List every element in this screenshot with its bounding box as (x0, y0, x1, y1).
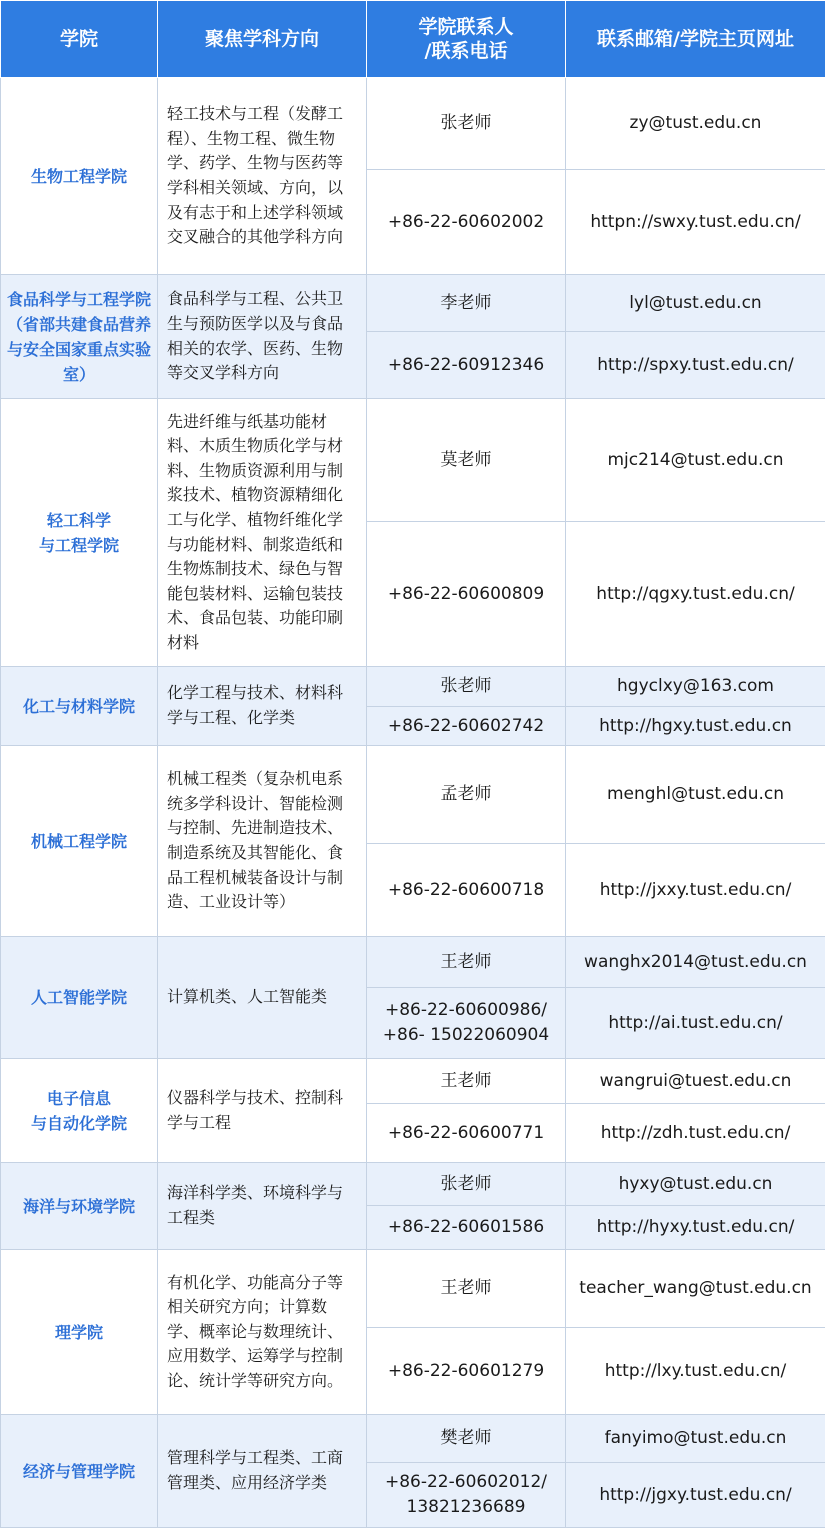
email-link[interactable]: wangrui@tuest.edu.cn (566, 1059, 825, 1104)
contact-person: 王老师 (367, 1250, 566, 1328)
college-name: 海洋与环境学院 (1, 1163, 158, 1250)
homepage-link[interactable]: http://lxy.tust.edu.cn/ (566, 1328, 825, 1415)
focus-areas: 有机化学、功能高分子等相关研究方向；计算数学、概率论与数理统计、应用数学、运筹学与控制论、统计学等研究方向。 (158, 1250, 367, 1415)
email-link[interactable]: teacher_wang@tust.edu.cn (566, 1250, 825, 1328)
header-contact: 学院联系人 /联系电话 (367, 1, 566, 78)
college-name: 机械工程学院 (1, 746, 158, 937)
contact-phone: +86-22-60912346 (367, 332, 566, 399)
header-links: 联系邮箱/学院主页网址 (566, 1, 825, 78)
homepage-link[interactable]: httpn://swxy.tust.edu.cn/ (566, 170, 825, 275)
homepage-link[interactable]: http://zdh.tust.edu.cn/ (566, 1104, 825, 1163)
email-link[interactable]: hyxy@tust.edu.cn (566, 1163, 825, 1206)
table-row (1, 275, 825, 332)
focus-areas: 管理科学与工程类、工商管理类、应用经济学类 (158, 1415, 367, 1528)
homepage-link[interactable]: http://spxy.tust.edu.cn/ (566, 332, 825, 399)
table-row (1, 1059, 825, 1104)
table-row (1, 399, 825, 522)
contact-phone: +86-22-60602742 (367, 707, 566, 746)
header-row (1, 1, 825, 78)
contact-phone: +86-22-60602002 (367, 170, 566, 275)
contact-phone: +86-22-60600809 (367, 522, 566, 667)
email-link[interactable]: lyl@tust.edu.cn (566, 275, 825, 332)
contact-person: 张老师 (367, 1163, 566, 1206)
header-college: 学院 (1, 1, 158, 78)
table-row (1, 937, 825, 988)
contact-person: 樊老师 (367, 1415, 566, 1463)
email-link[interactable]: zy@tust.edu.cn (566, 78, 825, 170)
contact-phone: +86-22-60600771 (367, 1104, 566, 1163)
homepage-link[interactable]: http://jgxy.tust.edu.cn/ (566, 1463, 825, 1528)
contact-person: 孟老师 (367, 746, 566, 844)
college-name: 生物工程学院 (1, 78, 158, 275)
focus-areas: 轻工技术与工程（发酵工程）、生物工程、微生物学、药学、生物与医药等学科相关领域、方向，以及有志于和上述学科领域交叉融合的其他学科方向 (158, 78, 367, 275)
focus-areas: 机械工程类（复杂机电系统多学科设计、智能检测与控制、先进制造技术、制造系统及其智能化、食品工程机械装备设计与制造、工业设计等） (158, 746, 367, 937)
contact-person: 李老师 (367, 275, 566, 332)
college-name: 食品科学与工程学院 （省部共建食品营养与安全国家重点实验室） (1, 275, 158, 399)
homepage-link[interactable]: http://jxxy.tust.edu.cn/ (566, 844, 825, 937)
email-link[interactable]: hgyclxy@163.com (566, 667, 825, 707)
table-row (1, 746, 825, 844)
focus-areas: 仪器科学与技术、控制科学与工程 (158, 1059, 367, 1163)
focus-areas: 食品科学与工程、公共卫生与预防医学以及与食品相关的农学、医药、生物等交叉学科方向 (158, 275, 367, 399)
email-link[interactable]: fanyimo@tust.edu.cn (566, 1415, 825, 1463)
table-row (1, 1250, 825, 1328)
contact-person: 张老师 (367, 78, 566, 170)
college-name: 经济与管理学院 (1, 1415, 158, 1528)
homepage-link[interactable]: http://hyxy.tust.edu.cn/ (566, 1206, 825, 1250)
college-name: 轻工科学 与工程学院 (1, 399, 158, 667)
table-row (1, 78, 825, 170)
table-row (1, 1415, 825, 1463)
college-name: 电子信息 与自动化学院 (1, 1059, 158, 1163)
contact-phone: +86-22-60602012/ 13821236689 (367, 1463, 566, 1528)
focus-areas: 计算机类、人工智能类 (158, 937, 367, 1059)
homepage-link[interactable]: http://qgxy.tust.edu.cn/ (566, 522, 825, 667)
contact-phone: +86-22-60601279 (367, 1328, 566, 1415)
table-row (1, 667, 825, 707)
contact-phone: +86-22-60600986/ +86- 15022060904 (367, 988, 566, 1059)
contact-phone: +86-22-60600718 (367, 844, 566, 937)
email-link[interactable]: menghl@tust.edu.cn (566, 746, 825, 844)
contact-phone: +86-22-60601586 (367, 1206, 566, 1250)
college-name: 人工智能学院 (1, 937, 158, 1059)
focus-areas: 化学工程与技术、材料科学与工程、化学类 (158, 667, 367, 746)
contact-person: 张老师 (367, 667, 566, 707)
contact-person: 王老师 (367, 1059, 566, 1104)
focus-areas: 海洋科学类、环境科学与工程类 (158, 1163, 367, 1250)
email-link[interactable]: mjc214@tust.edu.cn (566, 399, 825, 522)
contact-person: 王老师 (367, 937, 566, 988)
college-name: 化工与材料学院 (1, 667, 158, 746)
focus-areas: 先进纤维与纸基功能材料、木质生物质化学与材料、生物质资源利用与制浆技术、植物资源精细化工与化学、植物纤维化学与功能材料、制浆造纸和生物炼制技术、绿色与智能包装材料、运输包装技术、食品包装、功能印刷材料 (158, 399, 367, 667)
header-focus: 聚焦学科方向 (158, 1, 367, 78)
homepage-link[interactable]: http://hgxy.tust.edu.cn (566, 707, 825, 746)
contact-person: 莫老师 (367, 399, 566, 522)
homepage-link[interactable]: http://ai.tust.edu.cn/ (566, 988, 825, 1059)
email-link[interactable]: wanghx2014@tust.edu.cn (566, 937, 825, 988)
college-name: 理学院 (1, 1250, 158, 1415)
table-row (1, 1163, 825, 1206)
